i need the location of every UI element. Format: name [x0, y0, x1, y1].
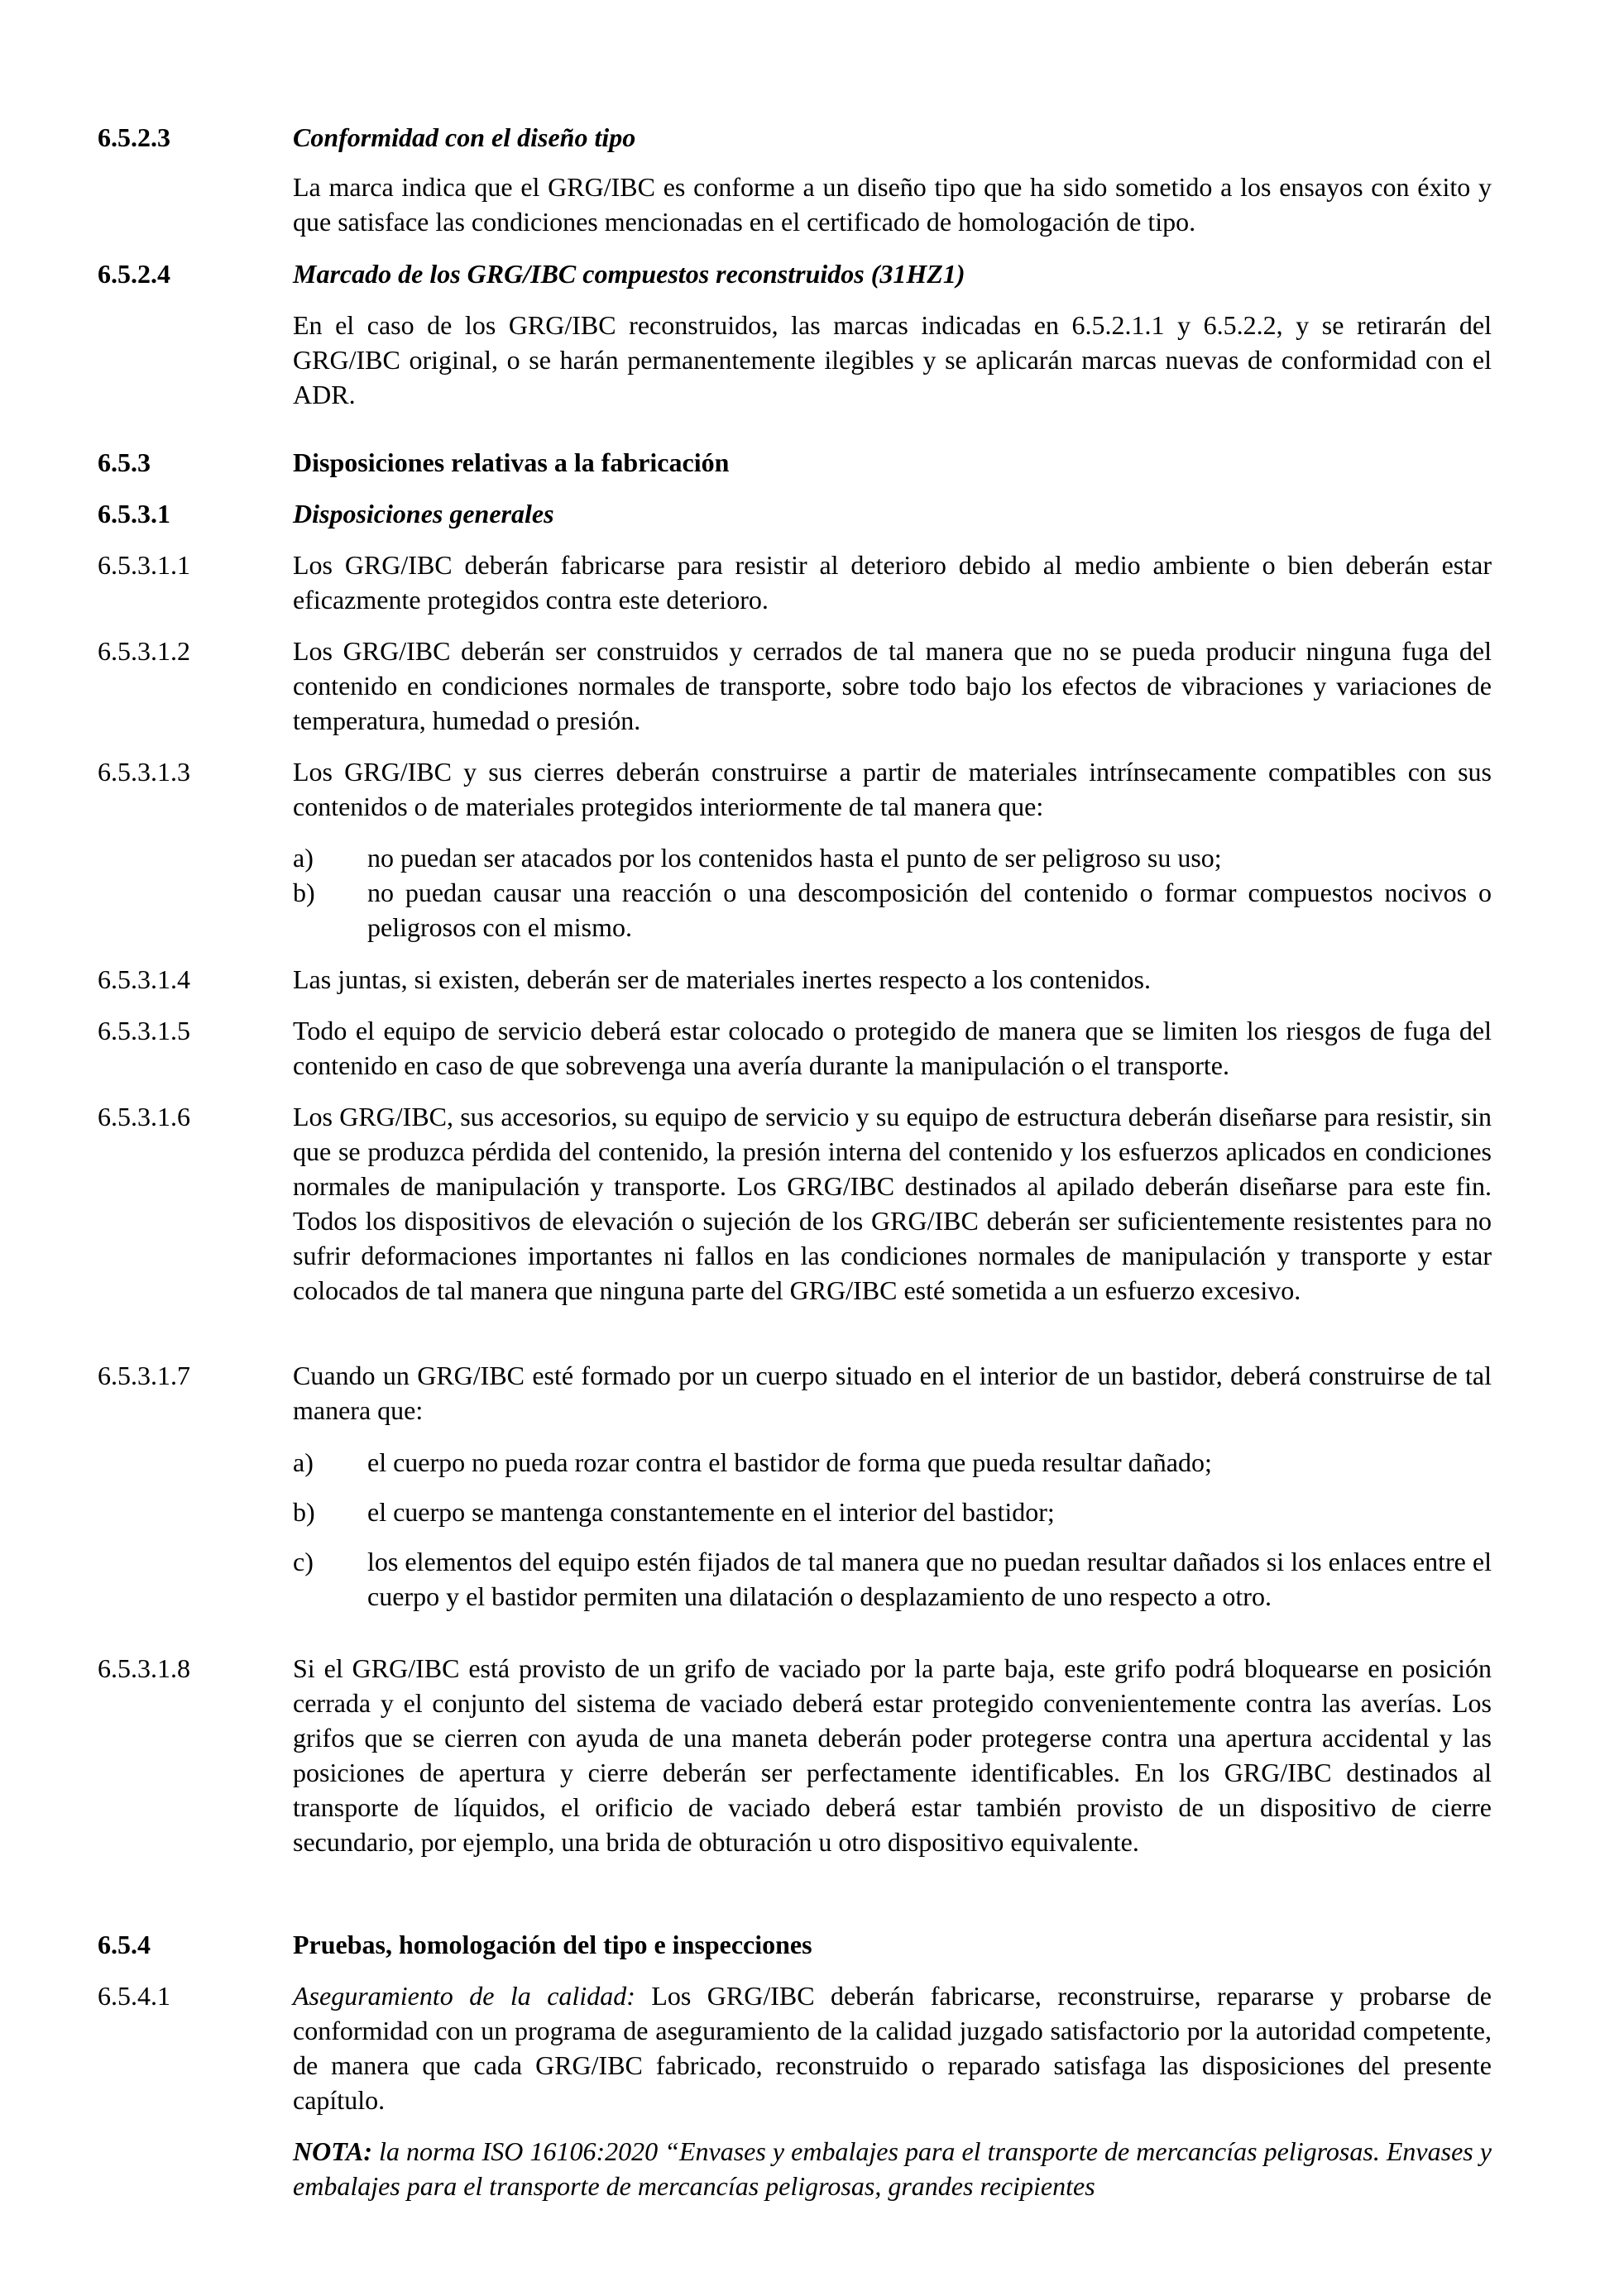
section-number: 6.5.3.1	[98, 499, 170, 529]
paragraph-text: Los GRG/IBC, sus accesorios, su equipo de servicio y su equipo de estructura deberán diseñarse para resistir, sin que se produzca pérdida del contenido, la presión interna del contenido y los esfuerzos aplicados en condiciones normales de manipulación y transporte. Los GRG/IBC destinados al apilado deberán diseñarse para este fin. Todos los dispositivos de elevación o sujeción de los GRG/IBC deberán ser suficientemente resistentes para no sufrir deformaciones importantes ni fallos en las condiciones normales de manipulación y transporte y estar colocados de tal manera que ninguna parte del GRG/IBC esté sometida a un esfuerzo excesivo.	[293, 1102, 1492, 1305]
note-body: la norma ISO 16106:2020 “Envases y embalajes para el transporte de mercancías peligrosas. Envases y embalajes para el transporte de mercancías peligrosas, grandes recipientes	[293, 2136, 1492, 2201]
section-654-heading	[98, 1927, 1492, 1962]
paragraph-65314	[98, 962, 1492, 997]
list-item	[293, 1495, 1492, 1529]
list-item	[293, 840, 1492, 875]
paragraph-number: 6.5.3.1.4	[98, 964, 190, 994]
list-key: a)	[293, 1447, 314, 1477]
list-text: no puedan causar una reacción o una descomposición del contenido o formar compuestos nocivos o peligrosos con el mismo.	[367, 878, 1492, 942]
section-653-heading	[98, 445, 1492, 480]
section-6524-heading	[98, 256, 1492, 291]
paragraph-number: 6.5.3.1.3	[98, 757, 190, 787]
section-title: Pruebas, homologación del tipo e inspecciones	[293, 1930, 812, 1959]
section-number: 6.5.2.4	[98, 259, 170, 289]
paragraph-65311	[98, 548, 1492, 617]
paragraph-text	[293, 1978, 1492, 2117]
paragraph-65318	[98, 1651, 1492, 1859]
paragraph-65312	[98, 634, 1492, 738]
paragraph-text: Los GRG/IBC deberán fabricarse para resistir al deterioro debido al medio ambiente o bien deberán estar eficazmente protegidos contra este deterioro.	[293, 550, 1492, 615]
list-key: a)	[293, 843, 314, 873]
note-label: NOTA:	[293, 2136, 372, 2166]
list-item	[293, 1544, 1492, 1614]
list-item	[293, 1445, 1492, 1480]
list-key: b)	[293, 1497, 315, 1527]
paragraph-65313	[98, 754, 1492, 824]
paragraph: En el caso de los GRG/IBC reconstruidos, las marcas indicadas en 6.5.2.1.1 y 6.5.2.2, y se retirarán del GRG/IBC original, o se harán permanentemente ilegibles y se aplicarán marcas nuevas de conformidad con el ADR.	[293, 310, 1492, 409]
paragraph-6541	[98, 1978, 1492, 2117]
paragraph-number: 6.5.4.1	[98, 1981, 170, 2011]
paragraph-number: 6.5.3.1.2	[98, 636, 190, 666]
paragraph-text: Los GRG/IBC y sus cierres deberán construirse a partir de materiales intrínsecamente compatibles con sus contenidos o de materiales protegidos interiormente de tal manera que:	[293, 757, 1492, 821]
paragraph-65313-list	[293, 840, 1492, 945]
paragraph-number: 6.5.3.1.8	[98, 1653, 190, 1683]
list-text: el cuerpo no pueda rozar contra el bastidor de forma que pueda resultar dañado;	[367, 1447, 1212, 1477]
section-number: 6.5.4	[98, 1930, 151, 1959]
list-key: c)	[293, 1547, 314, 1576]
section-title: Marcado de los GRG/IBC compuestos reconstruidos (31HZ1)	[293, 259, 965, 289]
section-number: 6.5.2.3	[98, 122, 170, 152]
list-text: los elementos del equipo estén fijados de tal manera que no puedan resultar dañados si los enlaces entre el cuerpo y el bastidor permiten una dilatación o desplazamiento de uno respecto a otro.	[367, 1547, 1492, 1611]
paragraph-body: Los GRG/IBC deberán fabricarse, reconstruirse, repararse y probarse de conformidad con un programa de aseguramiento de la calidad juzgado satisfactorio por la autoridad competente, de manera que cada GRG/IBC fabricado, reconstruido o reparado satisfaga las disposiciones del presente capítulo.	[293, 1981, 1492, 2115]
list-text: el cuerpo se mantenga constantemente en el interior del bastidor;	[367, 1497, 1055, 1527]
paragraph-text: Las juntas, si existen, deberán ser de materiales inertes respecto a los contenidos.	[293, 964, 1151, 994]
section-number: 6.5.3	[98, 447, 151, 477]
paragraph-65316	[98, 1099, 1492, 1308]
paragraph-number: 6.5.3.1.6	[98, 1102, 190, 1131]
section-title: Conformidad con el diseño tipo	[293, 122, 636, 152]
section-title: Disposiciones relativas a la fabricación	[293, 447, 730, 477]
section-6523-body	[98, 170, 1492, 239]
section-title: Disposiciones generales	[293, 499, 554, 529]
paragraph: La marca indica que el GRG/IBC es conforme a un diseño tipo que ha sido sometido a los ensayos con éxito y que satisface las condiciones mencionadas en el certificado de homologación de tipo.	[293, 172, 1492, 237]
paragraph-65317	[98, 1358, 1492, 1428]
paragraph-text: Cuando un GRG/IBC esté formado por un cuerpo situado en el interior de un bastidor, deberá construirse de tal manera que:	[293, 1361, 1492, 1425]
paragraph-number: 6.5.3.1.1	[98, 550, 190, 580]
paragraph-65317-list	[293, 1445, 1492, 1614]
section-6524-body	[98, 308, 1492, 412]
section-6523-heading	[98, 120, 1492, 155]
paragraph-65315	[98, 1013, 1492, 1083]
section-6531-heading	[98, 496, 1492, 531]
list-item	[293, 875, 1492, 945]
note-6541	[98, 2134, 1492, 2203]
list-key: b)	[293, 878, 315, 907]
paragraph-text: Los GRG/IBC deberán ser construidos y cerrados de tal manera que no se pueda producir ninguna fuga del contenido en condiciones normales de transporte, sobre todo bajo los efectos de vibraciones y variaciones de temperatura, humedad o presión.	[293, 636, 1492, 735]
paragraph-number: 6.5.3.1.5	[98, 1016, 190, 1045]
paragraph-text: Si el GRG/IBC está provisto de un grifo de vaciado por la parte baja, este grifo podrá bloquearse en posición cerrada y el conjunto del sistema de vaciado deberá estar protegido convenientemente contra las averías. Los grifos que se cierren con ayuda de una maneta deberán poder protegerse contra una apertura accidental y las posiciones de apertura y cierre deberán ser perfectamente identificables. En los GRG/IBC destinados al transporte de líquidos, el orificio de vaciado deberá estar también provisto de un dispositivo de cierre secundario, por ejemplo, una brida de obturación u otro dispositivo equivalente.	[293, 1653, 1492, 1857]
list-text: no puedan ser atacados por los contenidos hasta el punto de ser peligroso su uso;	[367, 843, 1222, 873]
paragraph-lead: Aseguramiento de la calidad:	[293, 1981, 635, 2011]
paragraph-text: Todo el equipo de servicio deberá estar colocado o protegido de manera que se limiten los riesgos de fuga del contenido en caso de que sobrevenga una avería durante la manipulación o el transporte.	[293, 1016, 1492, 1080]
paragraph-number: 6.5.3.1.7	[98, 1361, 190, 1390]
note-text	[293, 2134, 1492, 2203]
